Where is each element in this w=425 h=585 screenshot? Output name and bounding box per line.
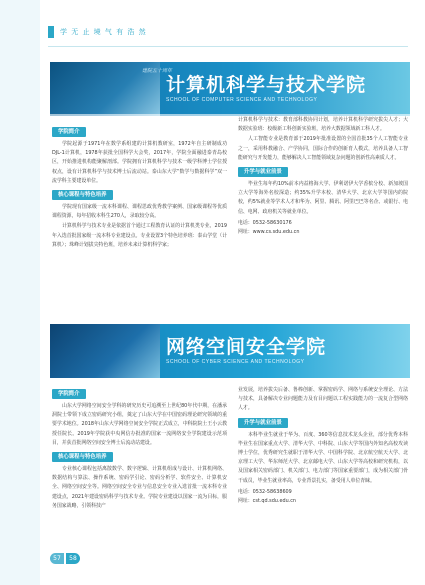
school2-website[interactable]: 网址：cst.qd.sdu.edu.cn bbox=[238, 498, 297, 505]
school1-website[interactable]: 网址：www.cs.sdu.edu.cn bbox=[238, 229, 300, 236]
section-heading: 核心课程与特色培养 bbox=[52, 452, 113, 462]
anniversary-mark: 建院五十周年 bbox=[142, 69, 173, 74]
page-numbers bbox=[50, 553, 80, 564]
school2-subtitle: SCHOOL OF CYBER SCIENCE AND TECHNOLOGY bbox=[166, 359, 305, 365]
side-band bbox=[0, 0, 40, 585]
section-heading: 核心课程与特色培养 bbox=[52, 190, 113, 200]
school2-phone: 电话：0532-58638609 bbox=[238, 488, 292, 495]
page-number-left: 57 bbox=[50, 553, 64, 564]
section-heading: 升学与就业前景 bbox=[238, 167, 288, 177]
school1-intro: 学院起源于1971年在数学系组建的计算机教研室，1972年自主研制成功DJL-1计算机，1978年获批全国科学大会奖，2017年，学院全面融进泰青岛校区，开始推进机构能聚解剖部。学院拥有计算机科学与技术一级学科博士学位授权点，设有计算机科学与技术博士后流动站。泰山东大学“数学与数据科学”双一流学科主要建设单位。 bbox=[52, 141, 227, 184]
header-divider bbox=[48, 46, 408, 47]
header-accent-bar bbox=[48, 26, 54, 38]
school2-right-continued: 业发展，培养拔尖后备、鲁棒创新、掌握密码学、网络与系统安全理论、方法与技术，具备解决专业问题能力及有目问题以工程实践能力的一流复合型网络人才。 bbox=[238, 387, 408, 412]
school2-left-column bbox=[52, 386, 227, 512]
school2-right-column bbox=[238, 386, 408, 506]
school2-title: 网络空间安全学院 bbox=[166, 336, 327, 358]
school2-banner bbox=[50, 324, 410, 378]
school1-title: 计算机科学与技术学院 bbox=[166, 74, 367, 96]
header-motto: 学 无 止 境 气 有 浩 然 bbox=[60, 28, 147, 36]
school1-major-2: 计算机科学与技术专业是依据首个通过工程教育认证的计算机类专业，2019年入选首批国家级一流本科专业建设点。专业设置3个特色培养班：泰山学堂（计算机）；珠峰计划拔尖特色班，培养未来计算机科学家； bbox=[52, 223, 227, 248]
page-header bbox=[48, 20, 408, 44]
school1-left-column bbox=[52, 124, 227, 251]
school1-subtitle: SCHOOL OF COMPUTER SCIENCE AND TECHNOLOGY bbox=[166, 97, 318, 103]
school2-major: 专业核心课程包括离散数学、数字逻辑、计算机组成与设计、计算机网络、数据结构与算法、操作系统、密码学引论、密码分析学、软件安全、计算机安全、网络空间安全等。网络空间安全专业与信息安全专业入选首批一流本科专业建设点，2021年建设密码科学与技术专业。学院专业建设以国家一流为目标，服务国家战略，引领科技产 bbox=[52, 466, 227, 509]
school2-intro: 山东大学网络空间安全学科的研究历史可追溯至上世纪80年代中期，在潘承洞院士带领下成立密码研究小组，奠定了山东大学在中国密码理论研究领域的重要学术地位。2018年山东大学网络空间安全学院正式成立，中科院院士王小云教授任院长。2019年学院获中央网信办批准的国家一流网络安全学院建设示范项目，并获首批网络空间安全博士后流动站建设。 bbox=[52, 403, 227, 446]
school2-career: 本科毕业生就业于华为、百度、360等信息技术龙头企业，部分优秀本科毕业生在国家重点大学、清华大学、中科院、山东大学等国内外知名高校攻读博士学位，优秀研究生就职于清华大学、中国科学院、北京航空航天大学、北京理工大学、华东师范大学、北京邮电大学、山东大学等高校和研究机构，以及国家相关密码部门、机关部门、电力部门等国家重要部门，成为相关部门骨干成员，毕业生就业率高，专业背景扎实，备受用人单位青睐。 bbox=[238, 431, 408, 484]
school1-banner bbox=[50, 62, 410, 116]
building-photo bbox=[50, 324, 160, 378]
school1-right-continued: 计算机科学与技术：教育部科教协同计划，培养计算机科学研究拔尖人才；大数据实验班：校级新工科创新实验班，培养大数据领域新工科人才。 bbox=[238, 117, 408, 133]
section-heading: 升学与就业前景 bbox=[238, 418, 288, 428]
school1-major-1: 学院现有国家级一流本科课程、课程思政优秀教学案例、国家级课程等优质课程资源，每年招收本科生270人，录取较分高。 bbox=[52, 204, 227, 220]
section-heading: 学院简介 bbox=[52, 127, 86, 137]
school1-career: 毕业生每年约10%前本内益格海大学、伊利诺伊大学香槟分校、新加坡国立大学等海外名校深造；约35%升学本校、清华大学、北京大学等国内的院校，约5%就业等学术人才和华为、阿里、腾讯、阿里巴巴等名企、或银行、电信、电网、政府机关等就业单位。 bbox=[238, 181, 408, 215]
school1-ai-major: 人工智能专业是教育部于2019年批准设置的全国首批35个人工智能专业之一，采用科教融合、产学协同，国际合作的创新育人模式，培养具备人工智能研究与开发能力，能够解决人工智能领域复杂问题的创新性高素质人才。 bbox=[238, 136, 408, 161]
page-number-right: 58 bbox=[66, 553, 80, 564]
school1-phone: 电话：0532-58630176 bbox=[238, 219, 292, 226]
section-heading: 学院简介 bbox=[52, 389, 86, 399]
school1-right-column bbox=[238, 116, 408, 237]
